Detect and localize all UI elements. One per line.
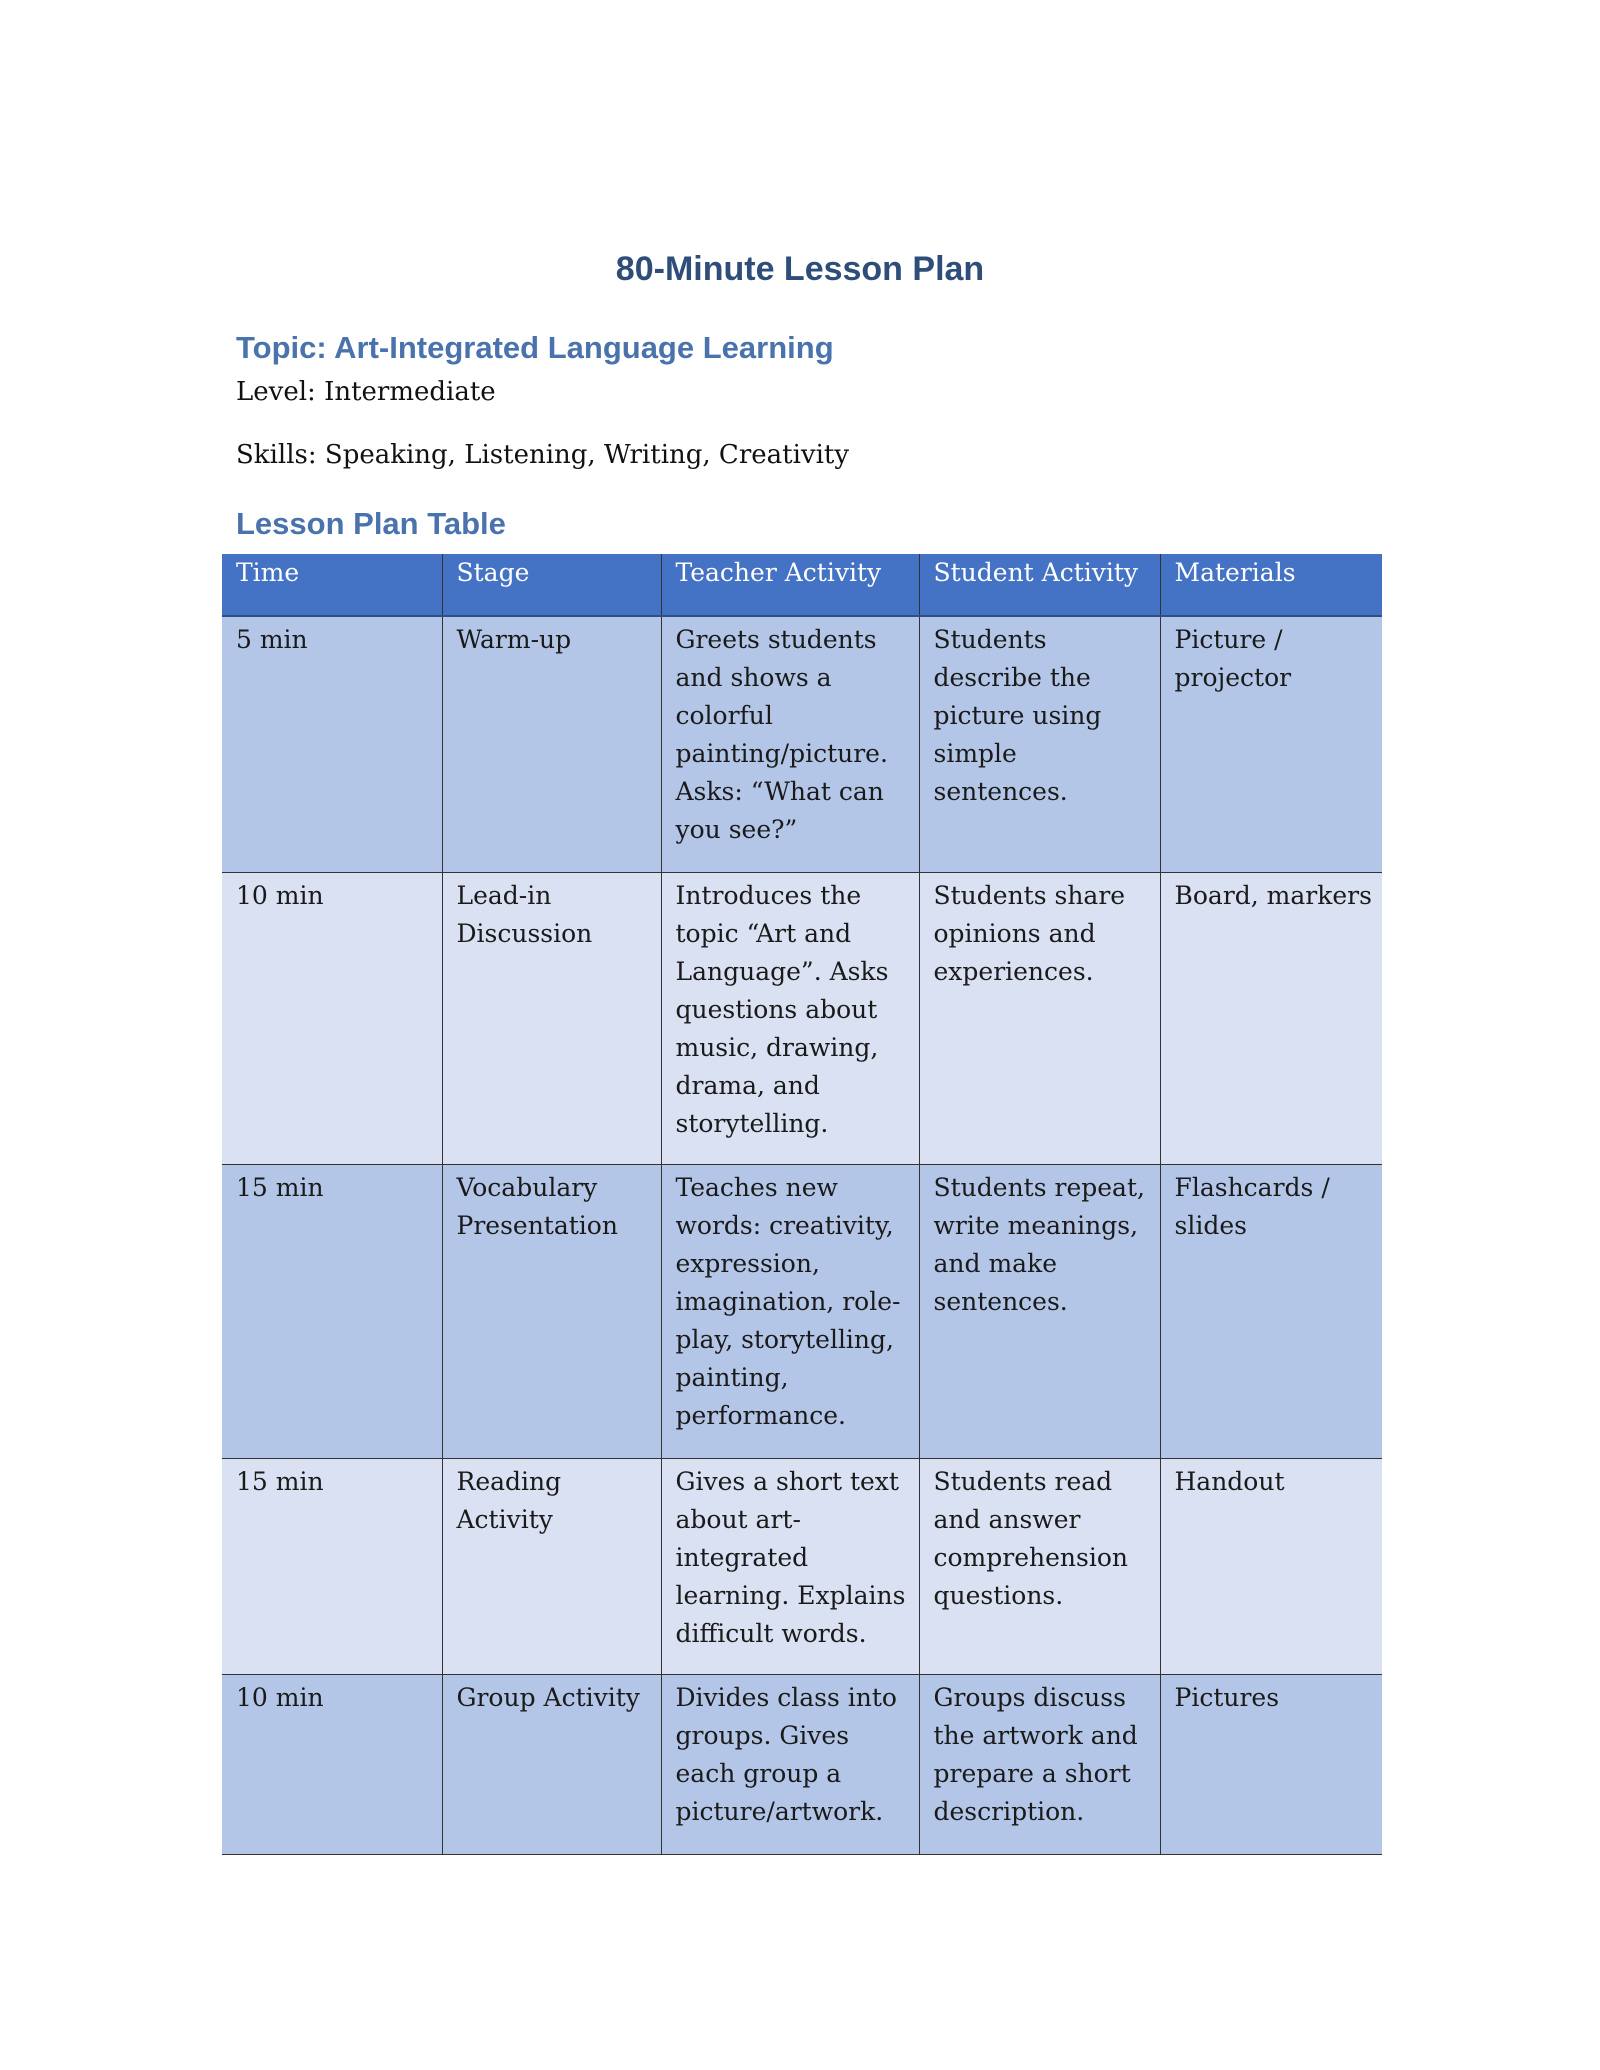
header-time: Time xyxy=(222,554,442,616)
cell-time: 5 min xyxy=(222,616,442,872)
cell-stage: Reading Activity xyxy=(442,1458,661,1674)
cell-time: 10 min xyxy=(222,872,442,1164)
cell-stage: Vocabulary Presentation xyxy=(442,1164,661,1458)
table-row xyxy=(222,1674,1382,1854)
cell-stage: Warm-up xyxy=(442,616,661,872)
lesson-plan-table xyxy=(222,554,1382,1855)
cell-materials: Flashcards / slides xyxy=(1160,1164,1382,1458)
cell-materials: Board, markers xyxy=(1160,872,1382,1164)
topic-heading: Topic: Art-Integrated Language Learning xyxy=(236,330,834,365)
cell-stage: Group Activity xyxy=(442,1674,661,1854)
cell-teacher-activity: Greets students and shows a colorful painting/picture. Asks: “What can you see?” xyxy=(661,616,919,872)
cell-student-activity: Students read and answer comprehension questions. xyxy=(919,1458,1160,1674)
cell-stage: Lead-in Discussion xyxy=(442,872,661,1164)
cell-teacher-activity: Teaches new words: creativity, expression, imagination, role-play, storytelling, painting, performance. xyxy=(661,1164,919,1458)
level-text: Level: Intermediate xyxy=(236,377,496,407)
cell-student-activity: Students share opinions and experiences. xyxy=(919,872,1160,1164)
cell-student-activity: Groups discuss the artwork and prepare a short description. xyxy=(919,1674,1160,1854)
header-student-activity: Student Activity xyxy=(919,554,1160,616)
header-stage: Stage xyxy=(442,554,661,616)
cell-teacher-activity: Divides class into groups. Gives each group a picture/artwork. xyxy=(661,1674,919,1854)
cell-time: 15 min xyxy=(222,1164,442,1458)
page-title: 80-Minute Lesson Plan xyxy=(615,250,985,288)
cell-time: 10 min xyxy=(222,1674,442,1854)
cell-materials: Pictures xyxy=(1160,1674,1382,1854)
cell-student-activity: Students repeat, write meanings, and make sentences. xyxy=(919,1164,1160,1458)
table-heading: Lesson Plan Table xyxy=(236,506,506,541)
cell-teacher-activity: Introduces the topic “Art and Language”. Asks questions about music, drawing, drama, and storytelling. xyxy=(661,872,919,1164)
table-row xyxy=(222,616,1382,872)
table-row xyxy=(222,872,1382,1164)
cell-time: 15 min xyxy=(222,1458,442,1674)
cell-materials: Picture / projector xyxy=(1160,616,1382,872)
skills-text: Skills: Speaking, Listening, Writing, Creativity xyxy=(236,440,850,470)
cell-student-activity: Students describe the picture using simple sentences. xyxy=(919,616,1160,872)
table-row xyxy=(222,1458,1382,1674)
cell-materials: Handout xyxy=(1160,1458,1382,1674)
table-header-row xyxy=(222,554,1382,616)
table-row xyxy=(222,1164,1382,1458)
header-teacher-activity: Teacher Activity xyxy=(661,554,919,616)
header-materials: Materials xyxy=(1160,554,1382,616)
cell-teacher-activity: Gives a short text about art-integrated learning. Explains difficult words. xyxy=(661,1458,919,1674)
